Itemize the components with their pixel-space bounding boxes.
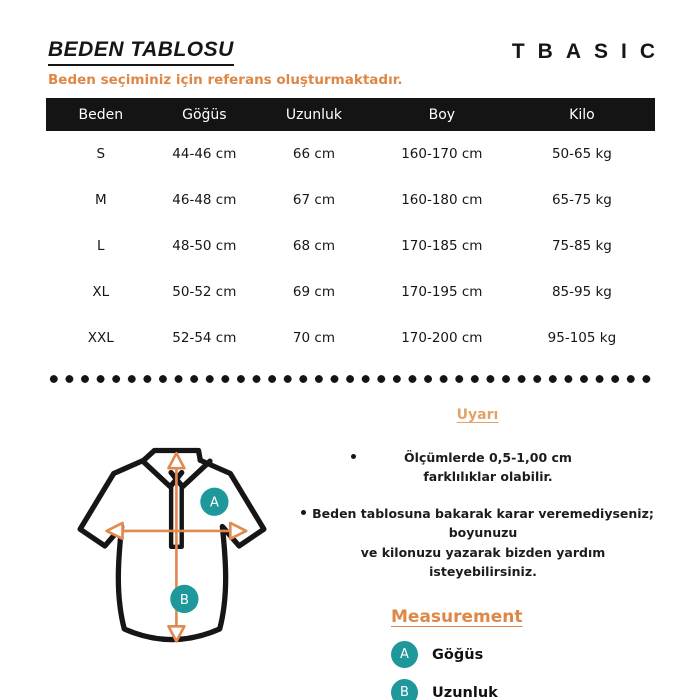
chest-arrowhead-right (230, 523, 246, 539)
cell-length: 67 cm (253, 177, 375, 223)
legend-item-chest (391, 641, 660, 668)
warning-heading: Uyarı (456, 407, 499, 423)
brand-logo: TBASIC (511, 40, 668, 63)
badge-a-letter: A (209, 495, 219, 511)
cell-chest: 52-54 cm (156, 315, 253, 361)
legend-item-length (391, 679, 660, 700)
cell-length: 70 cm (253, 315, 375, 361)
title-block (48, 38, 403, 88)
cell-length: 69 cm (253, 269, 375, 315)
table-row-l (46, 223, 655, 269)
cell-height: 170-195 cm (375, 269, 509, 315)
legend-badge-a: A (391, 641, 418, 668)
cell-weight: 65-75 kg (509, 177, 655, 223)
measurement-heading: Measurement (391, 607, 523, 628)
table-row-s (46, 131, 655, 177)
size-table-body (46, 131, 655, 361)
table-row-m (46, 177, 655, 223)
column-header-boy: Boy (375, 98, 509, 131)
shirt-outline (80, 451, 264, 640)
table-header-row (46, 98, 655, 131)
column-header-kilo: Kilo (509, 98, 655, 131)
cell-weight: 50-65 kg (509, 131, 655, 177)
measurement-legend (391, 641, 660, 700)
cell-chest: 48-50 cm (156, 223, 253, 269)
legend-label-chest: Göğüs (432, 646, 484, 663)
cell-weight: 75-85 kg (509, 223, 655, 269)
column-header-gogus: Göğüs (156, 98, 253, 131)
page-title: BEDEN TABLOSU (48, 38, 234, 66)
cell-chest: 50-52 cm (156, 269, 253, 315)
cell-weight: 95-105 kg (509, 315, 655, 361)
dotted-separator (46, 375, 655, 383)
table-row-xl (46, 269, 655, 315)
cell-size: L (46, 223, 156, 269)
warning-text: Beden tablosuna bakarak karar veremediyseniz; boyunuzu ve kilonuzu yazarak bizden yardım isteyebilirsiniz. (312, 505, 654, 579)
bottom-section (0, 397, 700, 700)
legend-badge-b: B (391, 679, 418, 700)
size-table (46, 98, 655, 361)
cell-height: 170-185 cm (375, 223, 509, 269)
notes-column (295, 397, 700, 700)
legend-label-length: Uzunluk (432, 684, 498, 700)
cell-length: 66 cm (253, 131, 375, 177)
page-subtitle: Beden seçiminiz için referans oluşturmaktadır. (48, 72, 403, 88)
column-header-uzunluk: Uzunluk (253, 98, 375, 131)
size-table-header (46, 98, 655, 131)
cell-height: 160-180 cm (375, 177, 509, 223)
cell-chest: 46-48 cm (156, 177, 253, 223)
cell-height: 160-170 cm (375, 131, 509, 177)
polo-shirt-illustration (66, 447, 278, 655)
cell-chest: 44-46 cm (156, 131, 253, 177)
cell-size: M (46, 177, 156, 223)
cell-height: 170-200 cm (375, 315, 509, 361)
badge-b-letter: B (179, 592, 189, 608)
shirt-diagram (0, 397, 295, 700)
warning-text: Ölçümlerde 0,5-1,00 cm farklılıklar olabilir. (404, 450, 572, 485)
header (0, 0, 700, 88)
warning-item (295, 448, 660, 487)
cell-size: S (46, 131, 156, 177)
cell-size: XXL (46, 315, 156, 361)
length-arrowhead-top (168, 453, 184, 468)
cell-weight: 85-95 kg (509, 269, 655, 315)
table-row-xxl (46, 315, 655, 361)
warning-item (295, 504, 660, 582)
cell-size: XL (46, 269, 156, 315)
cell-length: 68 cm (253, 223, 375, 269)
column-header-beden: Beden (46, 98, 156, 131)
diagram-badges (170, 488, 228, 613)
